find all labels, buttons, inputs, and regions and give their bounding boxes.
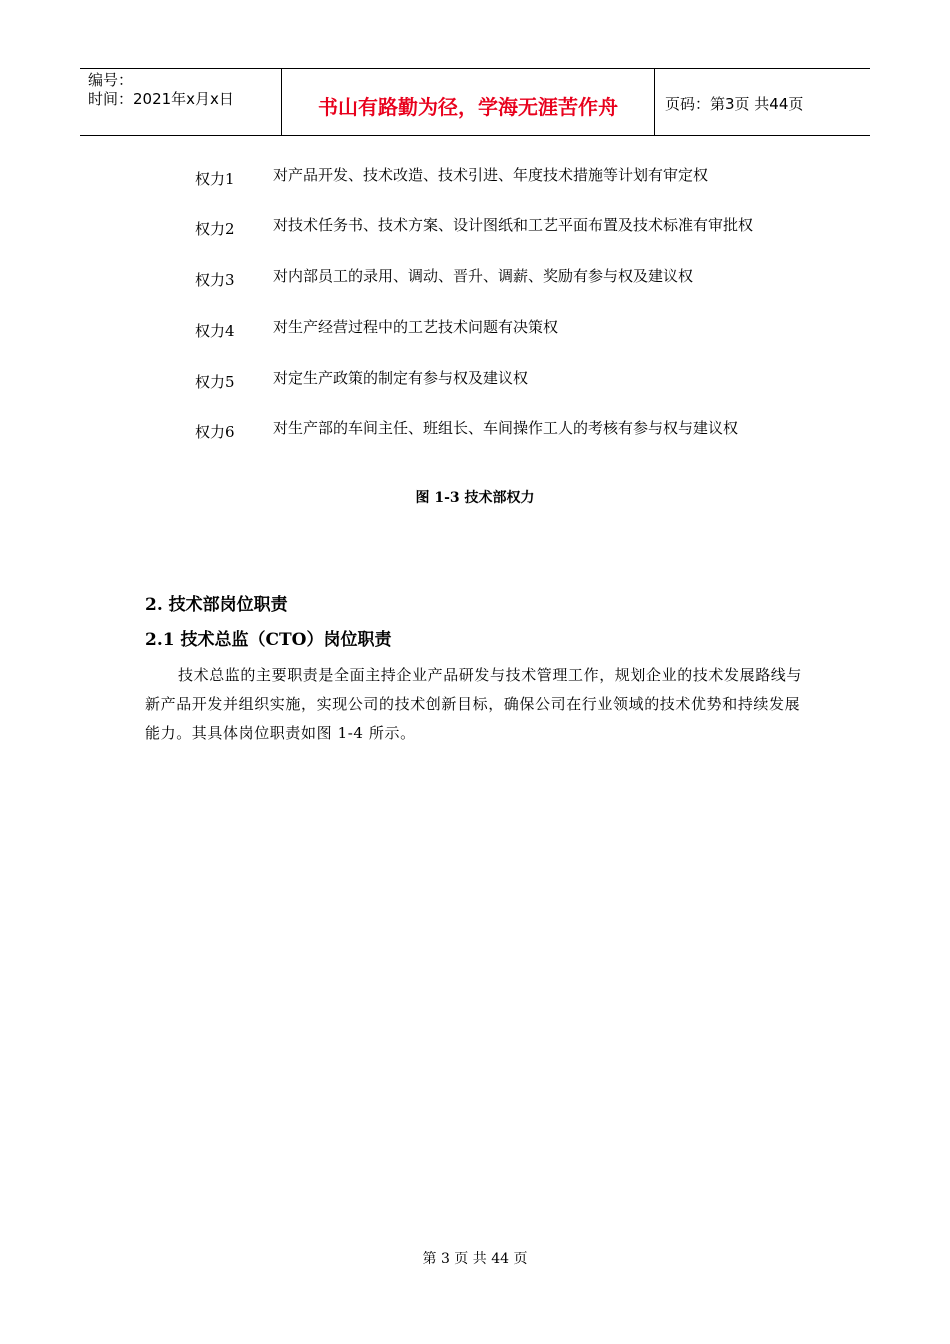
page-header	[80, 68, 870, 136]
document-time-label: 时间：2021年x月x日	[88, 90, 234, 108]
power-label: 权力2	[195, 220, 235, 238]
power-row-2	[0, 214, 950, 238]
power-text: 对产品开发、技术改造、技术引进、年度技术措施等计划有审定权	[273, 166, 709, 184]
header-page-info: 页码：第3页 共44页	[665, 95, 804, 113]
power-row-5	[0, 367, 950, 391]
power-row-1	[0, 164, 950, 188]
power-row-3	[0, 265, 950, 289]
power-text: 对生产经营过程中的工艺技术问题有决策权	[273, 318, 559, 336]
page-footer: 第 3 页 共 44 页	[422, 1251, 528, 1267]
power-row-6	[0, 417, 950, 441]
power-label: 权力5	[195, 373, 235, 391]
header-meta	[88, 71, 283, 109]
section-2-heading: 2. 技术部岗位职责	[145, 595, 288, 615]
section-2-1-heading: 2.1 技术总监（CTO）岗位职责	[145, 630, 392, 650]
power-text: 对技术任务书、技术方案、设计图纸和工艺平面布置及技术标准有审批权	[273, 216, 754, 234]
power-label: 权力4	[195, 322, 235, 340]
document-number-label: 编号：	[88, 71, 134, 89]
power-row-4	[0, 316, 950, 340]
power-text: 对定生产政策的制定有参与权及建议权	[273, 369, 529, 387]
body-paragraph: 技术总监的主要职责是全面主持企业产品研发与技术管理工作，规划企业的技术发展路线与新产品开发并组织实施，实现公司的技术创新目标，确保公司在行业领域的技术优势和持续发展能力。其具体岗位职责如图 1-4 所示。	[145, 666, 803, 742]
power-label: 权力1	[195, 170, 235, 188]
power-label: 权力3	[195, 271, 235, 289]
header-motto: 书山有路勤为径，学海无涯苦作舟	[281, 69, 655, 135]
power-text: 对生产部的车间主任、班组长、车间操作工人的考核有参与权与建议权	[273, 419, 739, 437]
power-text: 对内部员工的录用、调动、晋升、调薪、奖励有参与权及建议权	[273, 267, 694, 285]
power-label: 权力6	[195, 423, 235, 441]
figure-caption: 图 1-3 技术部权力	[415, 490, 535, 506]
